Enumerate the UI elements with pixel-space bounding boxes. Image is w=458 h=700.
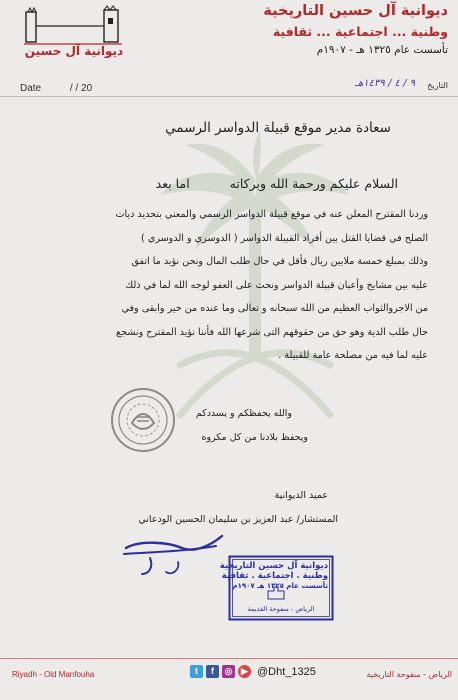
date-placeholder-en: / / 20 xyxy=(69,83,93,94)
addressee: سعادة مدير موقع قبيلة الدواسر الرسمي xyxy=(165,120,391,136)
header-divider xyxy=(0,96,458,97)
closing-line-2: ويحفظ بلادنا من كل مكروه xyxy=(201,432,308,443)
footer-divider xyxy=(0,658,458,659)
body-line: عليه بين مشايخ وأعيان قبيلة الدواسر ونحث على العفو لوجه الله لما في ذلك xyxy=(125,279,428,291)
logo-text: ديوانية آل حسين xyxy=(24,44,124,58)
date-label-en: Date xyxy=(20,83,42,94)
twitter-icon[interactable]: t xyxy=(190,665,203,678)
date-field-en xyxy=(20,83,92,94)
body-line: عليه لما فيه من مصلحة عامة للقبيلة . xyxy=(278,350,428,361)
youtube-icon[interactable]: ▶ xyxy=(238,665,251,678)
facebook-icon[interactable]: f xyxy=(206,665,219,678)
stamp-line-4: الرياض - منفوحة القديمة xyxy=(247,605,315,613)
footer-location-en: Riyadh - Old Manfouha xyxy=(12,670,95,679)
body-line: من الاجروالثواب العظيم من الله سبحانه و تعالى وما عنده من خير وابقى وفي xyxy=(121,303,428,314)
letter-body xyxy=(22,203,428,368)
greeting: السلام عليكم ورحمة الله وبركاته xyxy=(229,176,398,191)
footer-location-ar: الرياض - منفوحة التاريخية xyxy=(366,670,452,679)
body-line: حال طلب الدية وهو حق من حقوقهم التى شرعها الله فأننا نؤيد المقترح ونشجع xyxy=(116,326,428,338)
social-links xyxy=(190,665,316,678)
instagram-icon[interactable]: ◎ xyxy=(222,665,235,678)
signer-name: المستشار/ عبد العزيز بن سليمان الحسين الودعاني xyxy=(138,514,338,525)
stamp-line-1: ديوانية آل حسين التاريخية xyxy=(219,561,328,571)
body-line: الصلح في قضايا القتل بين أفراد القبيلة الدواسر ( الدوسري و الدوسري ) xyxy=(141,232,428,244)
social-handle[interactable]: @Dht_1325 xyxy=(257,665,316,678)
closing-line-1: والله يحفظكم و يسددكم xyxy=(195,408,292,419)
org-tagline: وطنية ... اجتماعية ... ثقافية xyxy=(272,24,448,39)
after-greeting: اما بعد xyxy=(155,176,190,191)
org-established: تأسست عام ١٣٢٥ هـ - ١٩٠٧م xyxy=(316,44,448,56)
date-value-ar: ٩ / ٤ / ١٤٣٩هـ xyxy=(355,78,415,89)
org-name: ديوانية آل حسين التاريخية xyxy=(263,3,448,19)
stamp-line-3: تأسست عام ١٣٢٥ هـ ١٩٠٧م xyxy=(232,582,328,590)
official-stamp xyxy=(219,555,334,621)
body-line: وردنا المقترح المعلن عنه في موقع قبيلة الدواسر الرسمي والمعني بتحديد ديات xyxy=(115,209,428,220)
stamp-line-2: وطنية . اجتماعية . ثقافية xyxy=(221,571,328,581)
date-label-ar: التاريخ xyxy=(427,81,448,90)
body-line: وذلك بمبلغ خمسة ملايين ريال فأقل في حال طلب المال ونحن نؤيد ما اتفق xyxy=(131,256,428,267)
greeting-line xyxy=(156,176,398,191)
handwritten-signature xyxy=(120,528,230,580)
signer-title: عميد الديوانية xyxy=(274,490,328,501)
logo xyxy=(18,4,130,62)
round-seal-icon xyxy=(110,387,176,453)
